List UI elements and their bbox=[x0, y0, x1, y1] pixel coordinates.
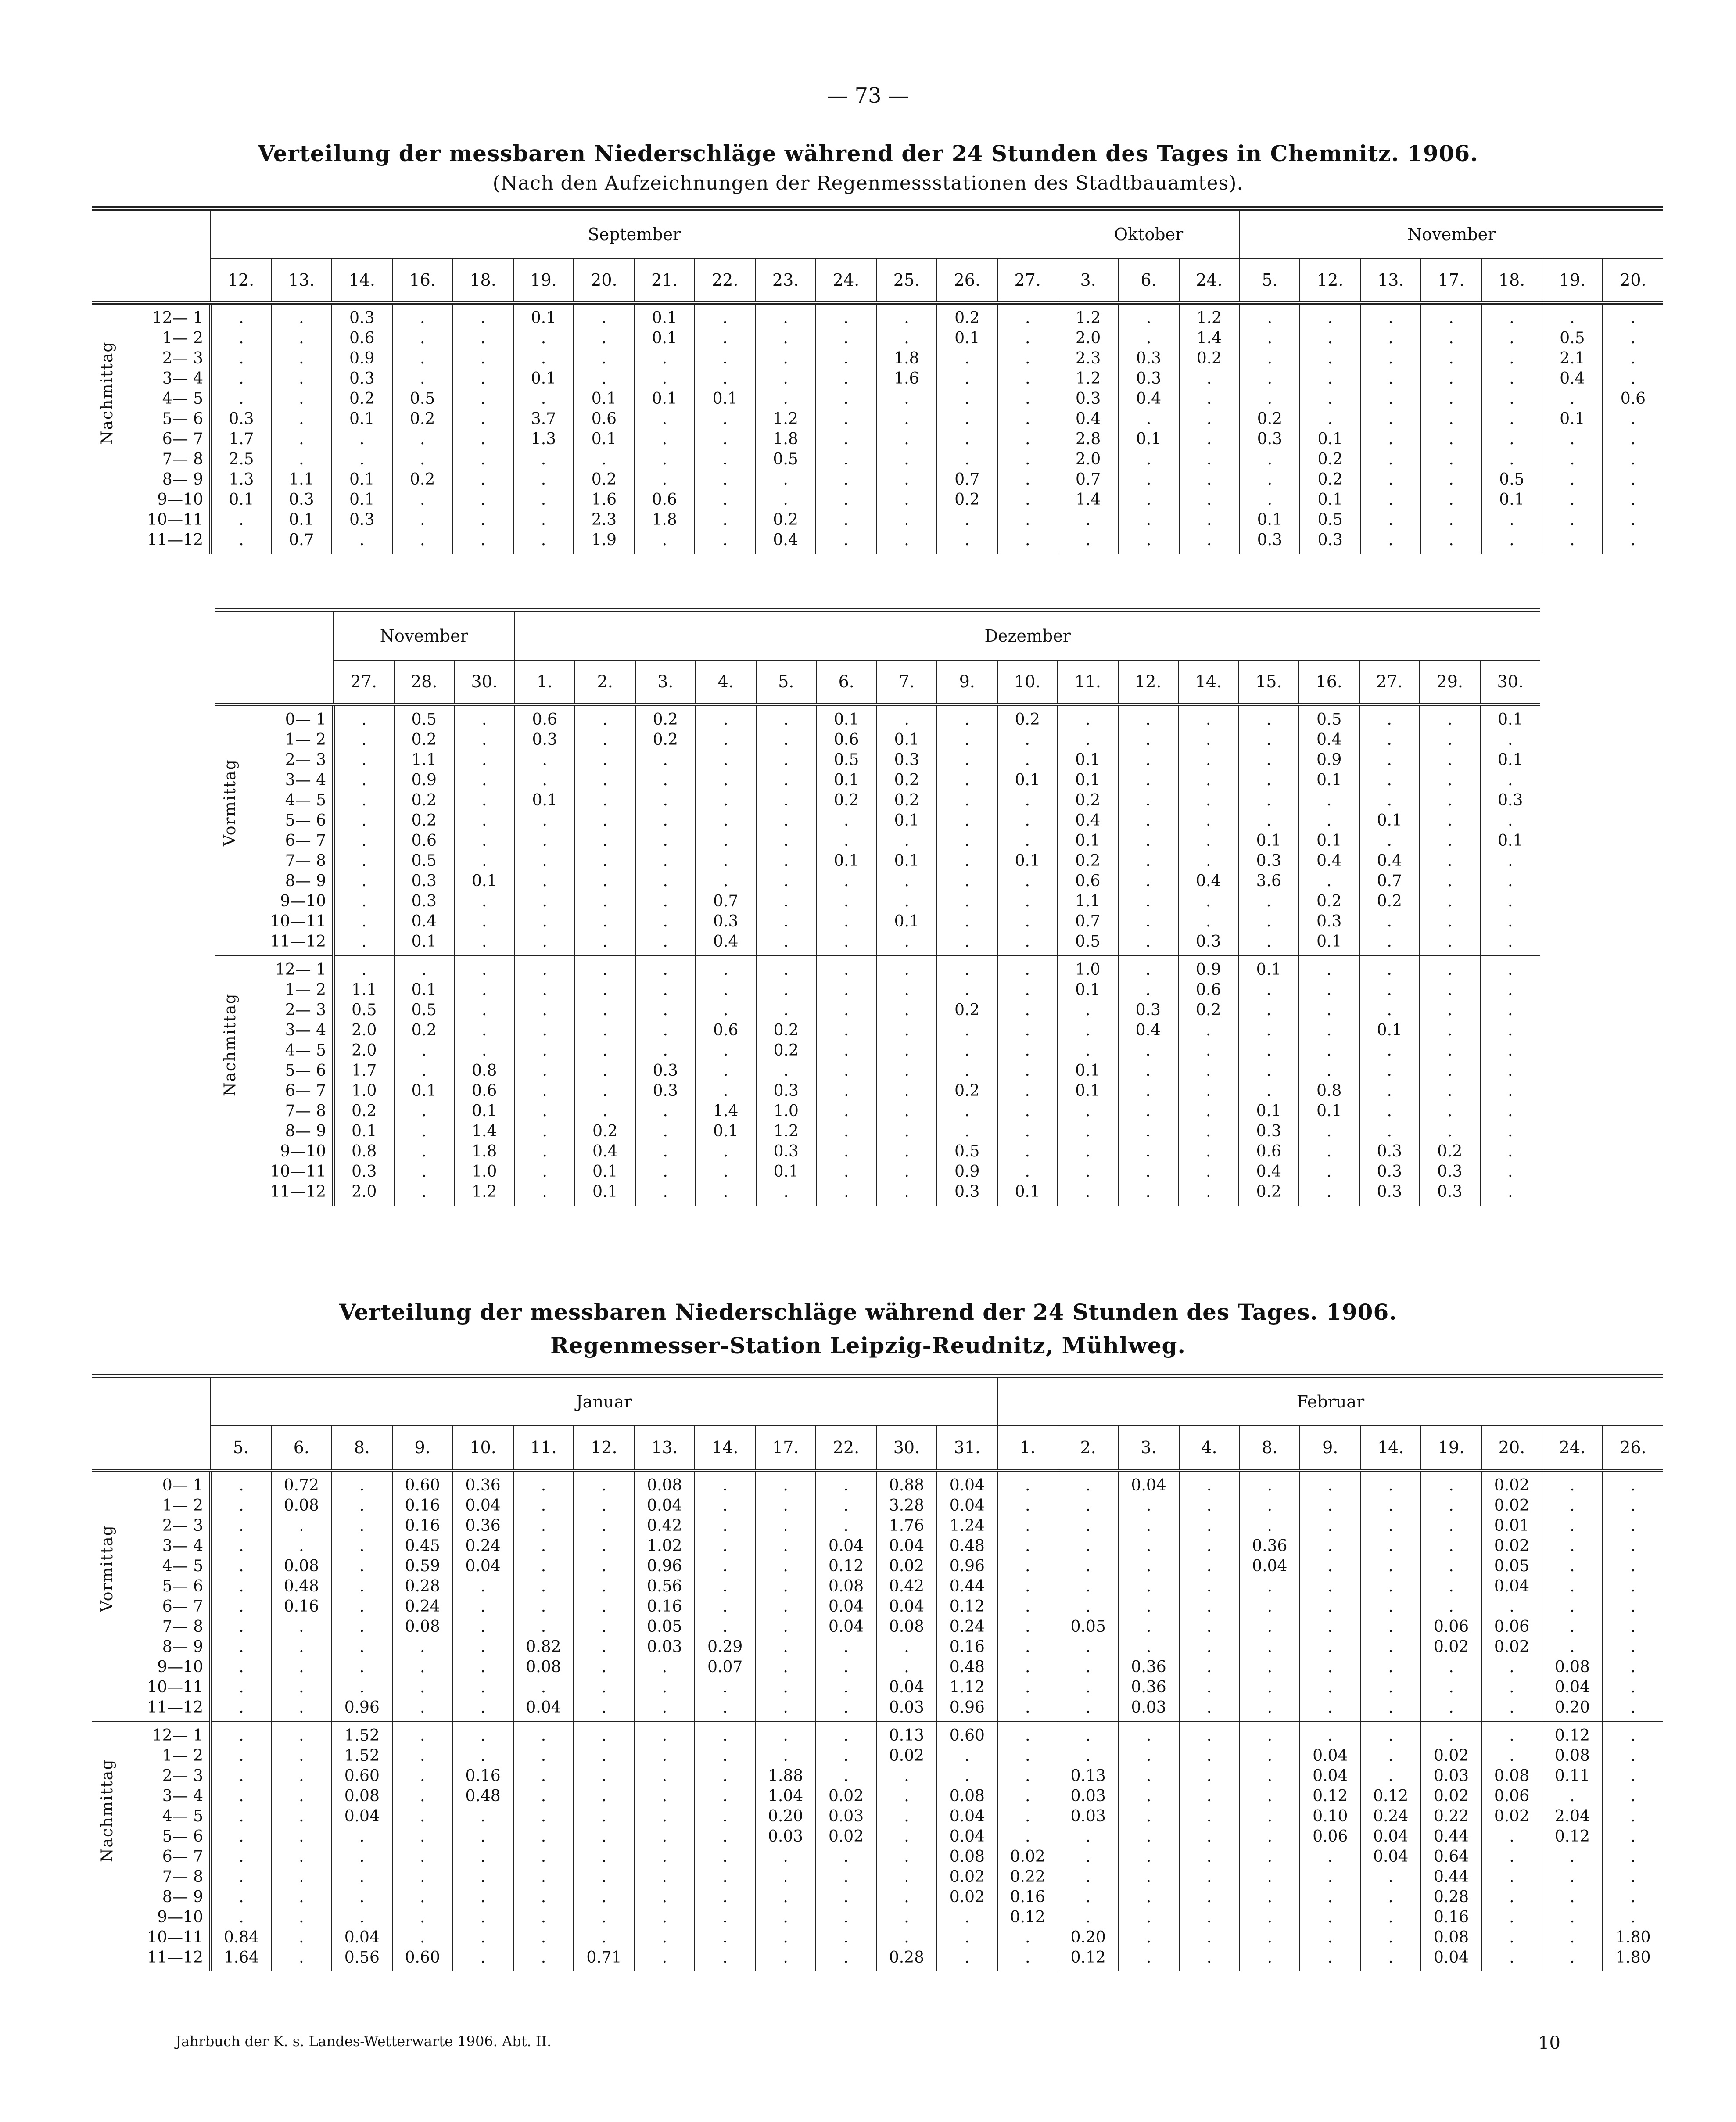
day-column-values: 0.12 0.08 0.11 . 2.04 0.12 . . . . . . bbox=[1542, 1722, 1603, 1971]
day-column-values: . . . . . . . . . . . . bbox=[1179, 1470, 1240, 1722]
day-column-values: . . . . . . . . . . . . bbox=[997, 1470, 1058, 1722]
day-column-values: . . . . . . . . . . . . bbox=[334, 704, 394, 956]
day-column-values: . . . . . . . 0.06 0.02 . . . bbox=[1421, 1470, 1481, 1722]
day-header: 14. bbox=[1360, 1426, 1421, 1470]
month-header: November bbox=[1239, 208, 1663, 259]
day-column-values: . . . 0.02 0.03 0.02 . . . . . . bbox=[816, 1722, 876, 1971]
day-header: 12. bbox=[1300, 259, 1360, 303]
day-column-values: . 0.5 2.1 0.4 . 0.1 . . . . . . bbox=[1542, 303, 1603, 554]
day-column-values: . . . . . 0.1 . 0.4 0.7 0.2 . . bbox=[1359, 704, 1420, 956]
subtitle-leipzig: Regenmesser-Station Leipzig-Reudnitz, Mühlweg. bbox=[550, 1332, 1186, 1358]
day-header: 14. bbox=[695, 1426, 755, 1470]
day-header: 6. bbox=[271, 1426, 332, 1470]
day-column-values: . . . . . . . . . . 1.80 1.80 bbox=[1603, 1722, 1663, 1971]
day-header: 30. bbox=[876, 1426, 937, 1470]
day-column-values: . . . . . . . . . . . . bbox=[1179, 1722, 1240, 1971]
day-column-values: . . . . . 1.2 1.8 0.5 . . 0.2 0.4 bbox=[755, 303, 816, 554]
day-column-values: . . . . . . . . . . . . bbox=[937, 704, 997, 956]
table-leipzig-jan-feb bbox=[92, 1374, 1663, 1971]
day-column-values: . . . . . . . . . . . . bbox=[816, 956, 877, 1206]
day-column-values: . . . . . . . . . . . . bbox=[1118, 704, 1179, 956]
day-column-values: . . . . . 0.2 0.3 . . . 0.1 0.3 bbox=[1239, 303, 1300, 554]
day-header: 28. bbox=[394, 660, 455, 704]
day-header: 11. bbox=[513, 1426, 574, 1470]
day-header: 5. bbox=[1239, 259, 1300, 303]
day-header: 27. bbox=[1359, 660, 1420, 704]
day-column-values: . . . . . . . . . 0.7 0.3 0.4 bbox=[696, 704, 756, 956]
day-header: 13. bbox=[271, 259, 332, 303]
day-header: 6. bbox=[816, 660, 877, 704]
day-column-values: . . . . . . . . . . . . bbox=[1480, 956, 1541, 1206]
day-column-values: . . 0.13 0.03 0.03 . . . . . 0.20 0.12 bbox=[1058, 1722, 1119, 1971]
day-header: 27. bbox=[997, 259, 1058, 303]
day-column-values: . . . . . . . . . . . . bbox=[877, 956, 937, 1206]
day-column-values: . . . . . . . . . . . . bbox=[1421, 303, 1481, 554]
day-header: 20. bbox=[1481, 1426, 1542, 1470]
day-column-values: . . . . . . . . . . . 0.1 bbox=[997, 956, 1058, 1206]
day-header: 6. bbox=[1119, 259, 1179, 303]
day-column-values: . . . . . 0.3 1.7 2.5 1.3 0.1 . . bbox=[211, 303, 271, 554]
day-column-values: . . . . . . . . . . . . bbox=[211, 1470, 271, 1722]
day-column-values: . . . . . . . . . . . . bbox=[695, 1722, 755, 1971]
day-header: 17. bbox=[755, 1426, 816, 1470]
day-column-values: . . . . . . 0.02 0.22 0.16 0.12 . . bbox=[997, 1722, 1058, 1971]
day-header: 18. bbox=[453, 259, 513, 303]
day-column-values: . . . . . . . . 0.5 0.1 . . bbox=[1481, 303, 1542, 554]
day-column-values: . . . . 0.1 0.6 0.1 . 0.2 1.6 2.3 1.9 bbox=[574, 303, 634, 554]
month-header: September bbox=[211, 208, 1058, 259]
day-column-values: 0.1 . . . . . . 0.1 0.3 0.6 0.4 0.2 bbox=[1239, 956, 1299, 1206]
day-header: 8. bbox=[332, 1426, 392, 1470]
day-column-values: . . . . . . 0.1 0.3 3.6 . . . bbox=[1239, 704, 1299, 956]
row-group-label: Vormittag bbox=[221, 759, 239, 846]
day-column-values: 1.2 1.4 0.2 . . . . . . . . . bbox=[1179, 303, 1240, 554]
day-column-values: . . . 0.12 0.24 0.04 0.04 . . . . . bbox=[1360, 1722, 1421, 1971]
day-header: 2. bbox=[575, 660, 635, 704]
month-header: Dezember bbox=[515, 610, 1541, 660]
day-header: 3. bbox=[635, 660, 696, 704]
day-header: 19. bbox=[513, 259, 574, 303]
day-column-values: . . . . . . . . . . . . bbox=[515, 956, 575, 1206]
day-column-values: 0.1 0.6 0.5 0.1 0.2 . . 0.1 . . . . bbox=[816, 704, 877, 956]
day-header: 12. bbox=[574, 1426, 634, 1470]
footer-page-number: 10 bbox=[1538, 2033, 1560, 2053]
day-column-values: . . . . . . . . 1.1 0.3 0.1 0.7 bbox=[271, 303, 332, 554]
day-column-values: . . . . . . . . . . . . bbox=[575, 704, 635, 956]
day-header: 23. bbox=[755, 259, 816, 303]
day-column-values: . . 0.2 . . . 0.2 . . 0.5 0.9 0.3 bbox=[937, 956, 997, 1206]
day-header: 12. bbox=[211, 259, 271, 303]
day-header: 27. bbox=[334, 660, 394, 704]
day-header: 10. bbox=[453, 1426, 513, 1470]
day-column-values: 0.3 0.6 0.9 0.3 0.2 0.1 . . 0.1 0.1 0.3 . bbox=[332, 303, 392, 554]
row-group-label: Nachmittag bbox=[92, 1722, 123, 1971]
day-column-values: . . . . . . . . . . . . bbox=[1300, 1470, 1360, 1722]
day-column-values: . . . . 0.6 . . . . . . . bbox=[1603, 303, 1663, 554]
page-number: — 73 — bbox=[827, 83, 909, 108]
day-column-values: . . . . . . . . . . . . bbox=[1239, 1722, 1300, 1971]
day-column-values: . . . . . . . . . . . . bbox=[997, 303, 1058, 554]
day-column-values: . . . . . . . . . . . . bbox=[1360, 1470, 1421, 1722]
day-header: 12. bbox=[1118, 660, 1179, 704]
day-column-values: 0.5 0.2 1.1 0.9 0.2 0.2 0.6 0.5 0.3 0.3 0.4 0.1 bbox=[394, 704, 455, 956]
title-chemnitz: Verteilung der messbaren Niederschläge während der 24 Stunden des Tages in Chemnitz. 1906. bbox=[258, 140, 1478, 166]
day-column-values: . . 0.08 0.06 0.02 . . . . . . . bbox=[1481, 1722, 1542, 1971]
day-column-values: . . . . 0.1 . . . . . . . bbox=[695, 303, 755, 554]
day-column-values: . . 0.3 0.3 0.4 . 0.1 . . . . . bbox=[1119, 303, 1179, 554]
day-column-values: . . . . . . . . . . . . bbox=[816, 303, 876, 554]
day-column-values: 0.1 . 0.1 . 0.3 . 0.1 . . . . . bbox=[1480, 704, 1541, 956]
day-column-values: 0.60 0.16 0.16 0.45 0.59 0.28 0.24 0.08 . . . . bbox=[392, 1470, 453, 1722]
hour-labels: 0— 1 1— 2 2— 3 3— 4 4— 5 5— 6 6— 7 7— 8 8— 9 9—10 10—11 11—12 bbox=[147, 1476, 203, 1716]
day-column-values: . . . . . . . . . 0.08 0.04 0.20 bbox=[1542, 1470, 1603, 1722]
day-column-values: 0.72 0.08 . . 0.08 0.48 0.16 . . . . . bbox=[271, 1470, 332, 1722]
day-column-values: 0.2 . . 0.1 . . . 0.1 . . . . bbox=[997, 704, 1058, 956]
day-column-values: . . . . . . . . 0.4 . . 0.3 bbox=[1178, 704, 1239, 956]
day-column-values: . . . . . . . . . . . . bbox=[634, 1722, 695, 1971]
day-column-values: . . . . . . . . . 0.2 0.3 0.3 bbox=[1420, 956, 1480, 1206]
month-header: Februar bbox=[997, 1376, 1663, 1426]
day-header: 9. bbox=[392, 1426, 453, 1470]
day-column-values: 0.5 0.4 0.9 0.1 . . 0.1 0.4 . 0.2 0.3 0.1 bbox=[1299, 704, 1359, 956]
day-header: 30. bbox=[454, 660, 515, 704]
day-header: 13. bbox=[1360, 259, 1421, 303]
day-header: 17. bbox=[1421, 259, 1481, 303]
day-column-values: . . 1.88 1.04 0.20 0.03 . . . . . . bbox=[755, 1722, 816, 1971]
day-header: 20. bbox=[574, 259, 634, 303]
day-column-values: 0.2 0.2 . . . . . . . . . . bbox=[635, 704, 696, 956]
day-header: 10. bbox=[997, 660, 1058, 704]
day-column-values: 0.08 0.04 0.42 1.02 0.96 0.56 0.16 0.05 0.03 . . . bbox=[634, 1470, 695, 1722]
day-header: 19. bbox=[1542, 259, 1603, 303]
day-header: 31. bbox=[937, 1426, 997, 1470]
day-column-values: . . . . . . . . . . . . bbox=[1119, 1722, 1179, 1971]
day-header: 25. bbox=[876, 259, 937, 303]
day-column-values: 0.36 0.04 0.36 0.24 0.04 . . . . . . . bbox=[453, 1470, 513, 1722]
hour-labels: 12— 1 1— 2 2— 3 3— 4 4— 5 5— 6 6— 7 7— 8 8— 9 9—10 10—11 11—12 bbox=[147, 309, 203, 549]
day-header: 1. bbox=[515, 660, 575, 704]
day-column-values: . . . . . 0.8 0.6 0.1 1.4 1.8 1.0 1.2 bbox=[454, 956, 515, 1206]
day-header: 16. bbox=[1299, 660, 1359, 704]
day-header: 16. bbox=[392, 259, 453, 303]
day-column-values: . . . . . . . . . . 0.84 1.64 bbox=[211, 1722, 271, 1971]
day-header: 15. bbox=[1239, 660, 1299, 704]
day-column-values: . 1.1 0.5 2.0 2.0 1.7 1.0 0.2 0.1 0.8 0.3 2.0 bbox=[334, 956, 394, 1206]
day-column-values: 0.04 0.04 1.24 0.48 0.96 0.44 0.12 0.24 0.16 0.48 1.12 0.96 bbox=[937, 1470, 997, 1722]
day-column-values: . . . . . . . . 0.29 0.07 . . bbox=[695, 1470, 755, 1722]
day-column-values: 0.13 0.02 . . . . . . . . . 0.28 bbox=[876, 1722, 937, 1971]
day-header: 5. bbox=[211, 1426, 271, 1470]
day-column-values: . . . . . . . . . . . 0.71 bbox=[574, 1722, 634, 1971]
day-header: 26. bbox=[937, 259, 997, 303]
month-header: Januar bbox=[211, 1376, 997, 1426]
day-column-values: 1.52 1.52 0.60 0.08 0.04 . . . . . 0.04 0.56 bbox=[332, 1722, 392, 1971]
table-chemnitz-sep-nov bbox=[92, 206, 1663, 554]
row-group-label: Nachmittag bbox=[98, 341, 116, 445]
day-column-values: . . . . . . . . . . . . bbox=[756, 704, 817, 956]
row-group-label: Vormittag bbox=[98, 1525, 116, 1612]
day-column-values: 0.88 3.28 1.76 0.04 0.02 0.42 0.04 0.08 . . 0.04 0.03 bbox=[876, 1470, 937, 1722]
day-column-values: . . 1.8 1.6 . . . . . . . . bbox=[876, 303, 937, 554]
day-header: 9. bbox=[1300, 1426, 1360, 1470]
day-header: 2. bbox=[1058, 1426, 1119, 1470]
day-header: 4. bbox=[1179, 1426, 1240, 1470]
day-column-values: 0.1 . . 0.1 . 3.7 1.3 . . . . . bbox=[513, 303, 574, 554]
day-header: 18. bbox=[1481, 259, 1542, 303]
day-header: 14. bbox=[332, 259, 392, 303]
day-header: 24. bbox=[816, 259, 876, 303]
day-column-values: . . . 0.2 0.2 . 0.3 1.0 1.2 0.3 0.1 . bbox=[756, 956, 817, 1206]
day-header: 26. bbox=[1603, 1426, 1663, 1470]
subtitle-chemnitz: (Nach den Aufzeichnungen der Regenmessstationen des Stadtbauamtes). bbox=[492, 172, 1244, 194]
day-column-values: . . . . . . 0.8 0.1 . . . . bbox=[1299, 956, 1359, 1206]
day-column-values: . . . . . . . . . . . . bbox=[574, 1470, 634, 1722]
day-header: 30. bbox=[1480, 660, 1541, 704]
day-header: 9. bbox=[937, 660, 997, 704]
hour-labels: 0— 1 1— 2 2— 3 3— 4 4— 5 5— 6 6— 7 7— 8 8— 9 9—10 10—11 11—12 bbox=[270, 711, 326, 951]
day-column-values: . . 0.16 0.48 . . . . . . . . bbox=[453, 1722, 513, 1971]
day-header: 1. bbox=[997, 1426, 1058, 1470]
day-column-values: . . . . . . 0.1 0.2 0.2 0.1 0.5 0.3 bbox=[1300, 303, 1360, 554]
day-column-values: 1.2 2.0 2.3 1.2 0.3 0.4 2.8 2.0 0.7 1.4 . . bbox=[1058, 303, 1119, 554]
day-header: 3. bbox=[1058, 259, 1119, 303]
day-column-values: . 0.02 0.03 0.02 0.22 0.44 0.64 0.44 0.28 0.16 0.08 0.04 bbox=[1421, 1722, 1481, 1971]
day-header: 14. bbox=[1178, 660, 1239, 704]
day-header: 11. bbox=[1058, 660, 1118, 704]
footer-citation: Jahrbuch der K. s. Landes-Wetterwarte 1906. Abt. II. bbox=[176, 2033, 552, 2050]
day-column-values: 0.60 . . 0.08 0.04 0.04 0.08 0.02 0.02 . . . bbox=[937, 1722, 997, 1971]
day-header: 29. bbox=[1420, 660, 1480, 704]
title-leipzig: Verteilung der messbaren Niederschläge während der 24 Stunden des Tages. 1906. bbox=[339, 1299, 1397, 1325]
day-header: 7. bbox=[877, 660, 937, 704]
day-column-values: . . . . . . . . . . . 0.96 bbox=[332, 1470, 392, 1722]
day-column-values: 0.6 0.3 . . 0.1 . . . . . . . bbox=[515, 704, 575, 956]
day-header: 22. bbox=[816, 1426, 876, 1470]
day-column-values: 0.04 . . . . . . . . 0.36 0.36 0.03 bbox=[1119, 1470, 1179, 1722]
day-column-values: 0.02 0.02 0.01 0.02 0.05 0.04 . 0.06 0.02 . . . bbox=[1481, 1470, 1542, 1722]
day-header: 5. bbox=[756, 660, 817, 704]
day-column-values: 0.1 0.1 . . 0.1 . . . . 0.6 1.8 . bbox=[634, 303, 695, 554]
month-header: Oktober bbox=[1058, 208, 1240, 259]
day-column-values: . . . . . . . . . . . . bbox=[271, 1722, 332, 1971]
day-column-values: . 0.1 0.3 0.2 0.2 0.1 . 0.1 . . 0.1 . bbox=[877, 704, 937, 956]
day-column-values: . . . . . . . . . . . . bbox=[513, 1722, 574, 1971]
hour-labels: 12— 1 1— 2 2— 3 3— 4 4— 5 5— 6 6— 7 7— 8 8— 9 9—10 10—11 11—12 bbox=[123, 1722, 211, 1971]
day-header: 21. bbox=[634, 259, 695, 303]
hour-labels: 12— 1 1— 2 2— 3 3— 4 4— 5 5— 6 6— 7 7— 8 8— 9 9—10 10—11 11—12 bbox=[246, 956, 334, 1206]
day-column-values: . . . 0.6 . . . 1.4 0.1 . . . bbox=[696, 956, 756, 1206]
day-column-values: . . 0.3 0.4 . . . . . . . . bbox=[1118, 956, 1179, 1206]
day-column-values: . . . . . . . . 0.1 . . . bbox=[454, 704, 515, 956]
day-header: 8. bbox=[1239, 1426, 1300, 1470]
day-column-values: . 0.1 0.5 0.2 . . 0.1 . . . . . bbox=[394, 956, 455, 1206]
day-column-values: . . . . . . . . 0.82 0.08 . 0.04 bbox=[513, 1470, 574, 1722]
day-column-values: . . . . 0.5 0.2 . . 0.2 . . . bbox=[392, 303, 453, 554]
day-column-values: 0.9 0.6 0.2 . . . . . . . . . bbox=[1178, 956, 1239, 1206]
day-column-values: . . . . . . . . 0.2 0.4 0.1 0.1 bbox=[575, 956, 635, 1206]
day-header: 3. bbox=[1119, 1426, 1179, 1470]
day-column-values: . . . . . . . . . . . . bbox=[1360, 303, 1421, 554]
day-column-values: . . . . . . . . . . . . bbox=[1603, 1470, 1663, 1722]
day-header: 20. bbox=[1603, 259, 1663, 303]
day-column-values: . . . . . 0.3 0.3 . . . . . bbox=[635, 956, 696, 1206]
day-header: 13. bbox=[634, 1426, 695, 1470]
day-header: 4. bbox=[696, 660, 756, 704]
day-column-values: . . . . . . . 0.05 . . . . bbox=[1058, 1470, 1119, 1722]
day-column-values: . . 0.1 0.1 0.2 0.4 0.1 0.2 0.6 1.1 0.7 0.5 bbox=[1058, 704, 1118, 956]
day-header: 24. bbox=[1542, 1426, 1603, 1470]
day-header: 19. bbox=[1421, 1426, 1481, 1470]
day-column-values: . . . 0.1 . . . . . 0.3 0.3 0.3 bbox=[1359, 956, 1420, 1206]
day-column-values: . . . . . . . . . . . . bbox=[755, 1470, 816, 1722]
day-column-values: . . . 0.36 0.04 . . . . . . . bbox=[1239, 1470, 1300, 1722]
month-header: November bbox=[334, 610, 515, 660]
day-header: 24. bbox=[1179, 259, 1240, 303]
day-column-values: . . . 0.04 0.12 0.08 0.04 0.04 . . . . bbox=[816, 1470, 876, 1722]
day-column-values: . . . . . . . . . . . . bbox=[453, 303, 513, 554]
day-column-values: . 0.04 0.04 0.12 0.10 0.06 . . . . . . bbox=[1300, 1722, 1360, 1971]
day-column-values: 0.2 0.1 . . . . . . 0.7 0.2 . . bbox=[937, 303, 997, 554]
table-chemnitz-nov-dec bbox=[215, 608, 1540, 1206]
day-header: 22. bbox=[695, 259, 755, 303]
day-column-values: . . . . . . . . . . . . bbox=[1420, 704, 1480, 956]
row-group-label: Nachmittag bbox=[215, 956, 246, 1206]
day-column-values: . . . . . . . . . . . 0.60 bbox=[392, 1722, 453, 1971]
day-column-values: 1.0 0.1 . . . 0.1 0.1 . . . . . bbox=[1058, 956, 1118, 1206]
